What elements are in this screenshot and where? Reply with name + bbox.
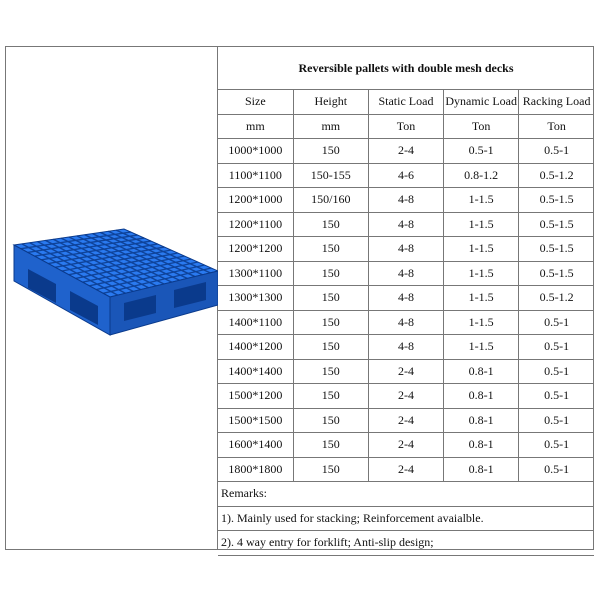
table-cell: 1300*1300 [218, 286, 293, 311]
table-cell: 1200*1000 [218, 188, 293, 213]
table-cell: 0.8-1 [444, 457, 519, 482]
table-cell: 1000*1000 [218, 139, 293, 164]
table-cell: 0.5-1 [519, 457, 594, 482]
table-cell: 0.5-1 [519, 335, 594, 360]
table-cell: 2-4 [368, 433, 443, 458]
remarks-heading-row [218, 482, 594, 507]
spec-sheet [5, 46, 594, 550]
remark-item: 1). Mainly used for stacking; Reinforcement avaialble. [218, 506, 594, 531]
column-header: Racking Load [519, 90, 594, 115]
table-row [218, 163, 594, 188]
unit-cell: Ton [519, 114, 594, 139]
table-cell: 4-8 [368, 237, 443, 262]
table-cell: 1400*1200 [218, 335, 293, 360]
table-cell: 2-4 [368, 408, 443, 433]
table-cell: 2-4 [368, 359, 443, 384]
table-row [218, 188, 594, 213]
table-cell: 1200*1200 [218, 237, 293, 262]
table-cell: 0.5-1.5 [519, 188, 594, 213]
unit-cell: mm [293, 114, 368, 139]
units-row [218, 114, 594, 139]
table-row [218, 212, 594, 237]
table-cell: 150 [293, 384, 368, 409]
table-cell: 0.5-1.5 [519, 237, 594, 262]
table-cell: 2-4 [368, 384, 443, 409]
table-cell: 150 [293, 237, 368, 262]
table-cell: 1-1.5 [444, 286, 519, 311]
table-cell: 1300*1100 [218, 261, 293, 286]
table-cell: 1200*1100 [218, 212, 293, 237]
unit-cell: Ton [368, 114, 443, 139]
table-row [218, 261, 594, 286]
unit-cell: mm [218, 114, 293, 139]
table-cell: 4-8 [368, 286, 443, 311]
table-cell: 150/160 [293, 188, 368, 213]
product-image-cell [6, 47, 218, 549]
table-cell: 150 [293, 212, 368, 237]
table-row [218, 139, 594, 164]
table-cell: 1-1.5 [444, 310, 519, 335]
table-row [218, 457, 594, 482]
table-cell: 0.8-1 [444, 384, 519, 409]
table-cell: 4-6 [368, 163, 443, 188]
table-row [218, 237, 594, 262]
table-cell: 150 [293, 139, 368, 164]
table-cell: 2-4 [368, 139, 443, 164]
table-title: Reversible pallets with double mesh decks [218, 47, 594, 90]
table-cell: 0.5-1.5 [519, 212, 594, 237]
table-cell: 0.8-1.2 [444, 163, 519, 188]
column-header: Dynamic Load [444, 90, 519, 115]
table-cell: 1400*1100 [218, 310, 293, 335]
table-cell: 150 [293, 261, 368, 286]
remark-row [218, 506, 594, 531]
table-row [218, 335, 594, 360]
table-row [218, 310, 594, 335]
table-row [218, 384, 594, 409]
table-cell: 0.5-1 [519, 433, 594, 458]
unit-cell: Ton [444, 114, 519, 139]
table-cell: 1100*1100 [218, 163, 293, 188]
table-cell: 150 [293, 433, 368, 458]
pallet-image [6, 185, 218, 385]
table-cell: 4-8 [368, 212, 443, 237]
table-cell: 1-1.5 [444, 188, 519, 213]
header-row [218, 90, 594, 115]
table-cell: 4-8 [368, 335, 443, 360]
column-header: Size [218, 90, 293, 115]
column-header: Height [293, 90, 368, 115]
table-cell: 4-8 [368, 188, 443, 213]
table-row [218, 408, 594, 433]
table-row [218, 359, 594, 384]
table-cell: 0.8-1 [444, 359, 519, 384]
remark-row [218, 531, 594, 556]
table-cell: 4-8 [368, 310, 443, 335]
title-row [218, 47, 594, 90]
table-cell: 150 [293, 457, 368, 482]
table-cell: 0.5-1 [519, 310, 594, 335]
column-header: Static Load [368, 90, 443, 115]
table-cell: 1-1.5 [444, 212, 519, 237]
table-cell: 1-1.5 [444, 261, 519, 286]
table-cell: 0.5-1 [519, 359, 594, 384]
table-cell: 0.5-1.2 [519, 163, 594, 188]
table-cell: 1500*1500 [218, 408, 293, 433]
table-cell: 1400*1400 [218, 359, 293, 384]
table-cell: 0.5-1 [519, 384, 594, 409]
table-cell: 4-8 [368, 261, 443, 286]
table-cell: 0.5-1.2 [519, 286, 594, 311]
table-cell: 150 [293, 286, 368, 311]
table-cell: 1800*1800 [218, 457, 293, 482]
table-cell: 0.5-1 [519, 139, 594, 164]
table-cell: 0.8-1 [444, 408, 519, 433]
spec-table [218, 47, 594, 556]
table-cell: 0.5-1 [519, 408, 594, 433]
remarks-heading: Remarks: [218, 482, 594, 507]
remark-item: 2). 4 way entry for forklift; Anti-slip design; [218, 531, 594, 556]
table-cell: 0.5-1 [444, 139, 519, 164]
table-cell: 150 [293, 408, 368, 433]
table-cell: 150 [293, 310, 368, 335]
table-cell: 0.5-1.5 [519, 261, 594, 286]
table-cell: 0.8-1 [444, 433, 519, 458]
table-cell: 150 [293, 335, 368, 360]
table-row [218, 433, 594, 458]
table-cell: 1600*1400 [218, 433, 293, 458]
table-cell: 1500*1200 [218, 384, 293, 409]
table-cell: 1-1.5 [444, 335, 519, 360]
table-cell: 2-4 [368, 457, 443, 482]
table-cell: 150 [293, 359, 368, 384]
table-cell: 150-155 [293, 163, 368, 188]
table-row [218, 286, 594, 311]
table-cell: 1-1.5 [444, 237, 519, 262]
